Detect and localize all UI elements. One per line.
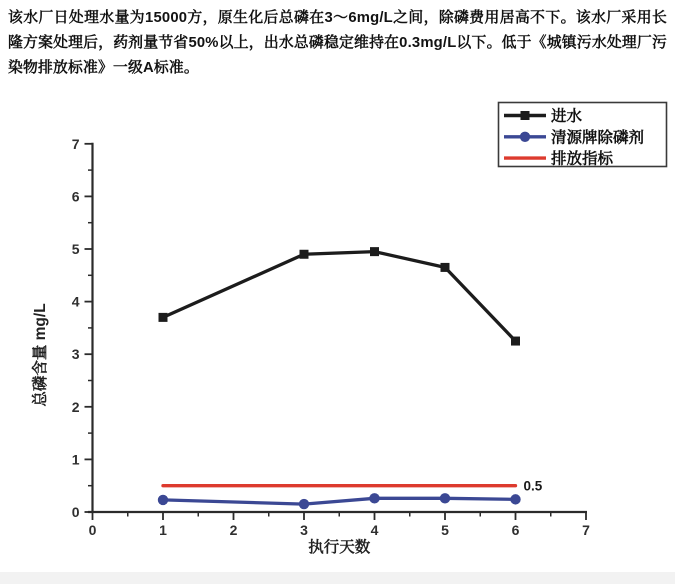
x-tick-label: 5 [441, 522, 449, 538]
legend-swatch-marker [520, 132, 530, 142]
chart-canvas [0, 90, 675, 570]
legend-item-label: 排放指标 [551, 150, 614, 168]
chart [0, 90, 675, 570]
legend-swatch-marker [521, 111, 530, 120]
series-1-marker [440, 493, 450, 503]
y-tick-label: 3 [71, 346, 80, 363]
x-tick-label: 6 [511, 522, 520, 538]
series-0-marker [511, 337, 520, 346]
series-0-marker [300, 250, 309, 259]
series-1-marker [158, 495, 168, 505]
y-tick-label: 5 [71, 241, 80, 257]
y-tick-label: 1 [71, 451, 80, 468]
x-tick-label: 7 [582, 522, 590, 538]
x-tick-label: 0 [88, 522, 97, 538]
x-tick-label: 1 [159, 522, 167, 538]
legend-item-label: 清源牌除磷剂 [551, 129, 645, 147]
y-axis-title: 总磷含量 mg/L [32, 303, 49, 407]
series-annotation: 0.5 [523, 478, 543, 494]
x-tick-label: 3 [300, 522, 308, 538]
y-tick-label: 2 [71, 398, 80, 415]
series-0-marker [441, 263, 450, 272]
series-1-marker [369, 493, 379, 503]
series-1-marker [299, 499, 309, 509]
description-text: 该水厂日处理水量为15000方，原生化后总磷在3～6mg/L之间，除磷费用居高不下。该水厂采用长隆方案处理后，药剂量节省50%以上，出水总磷稳定维持在0.3mg/L以下。低于《城镇污水处理厂污染物排放标准》一级A标准。 [8, 10, 667, 76]
y-tick-label: 4 [71, 293, 80, 310]
x-axis-title: 执行天数 [308, 539, 371, 556]
series-line-1 [163, 498, 516, 504]
y-tick-label: 6 [71, 188, 80, 205]
y-tick-label: 7 [71, 135, 80, 152]
chart-legend [499, 103, 667, 168]
series-1-marker [510, 494, 520, 504]
y-tick-label: 0 [71, 504, 80, 520]
x-tick-label: 4 [370, 522, 379, 538]
x-tick-label: 2 [229, 522, 238, 538]
series-line-0 [163, 252, 516, 341]
series-0-marker [159, 313, 168, 322]
series-0-marker [370, 247, 379, 256]
bottom-strip [0, 572, 675, 584]
legend-item-label: 进水 [551, 108, 583, 125]
